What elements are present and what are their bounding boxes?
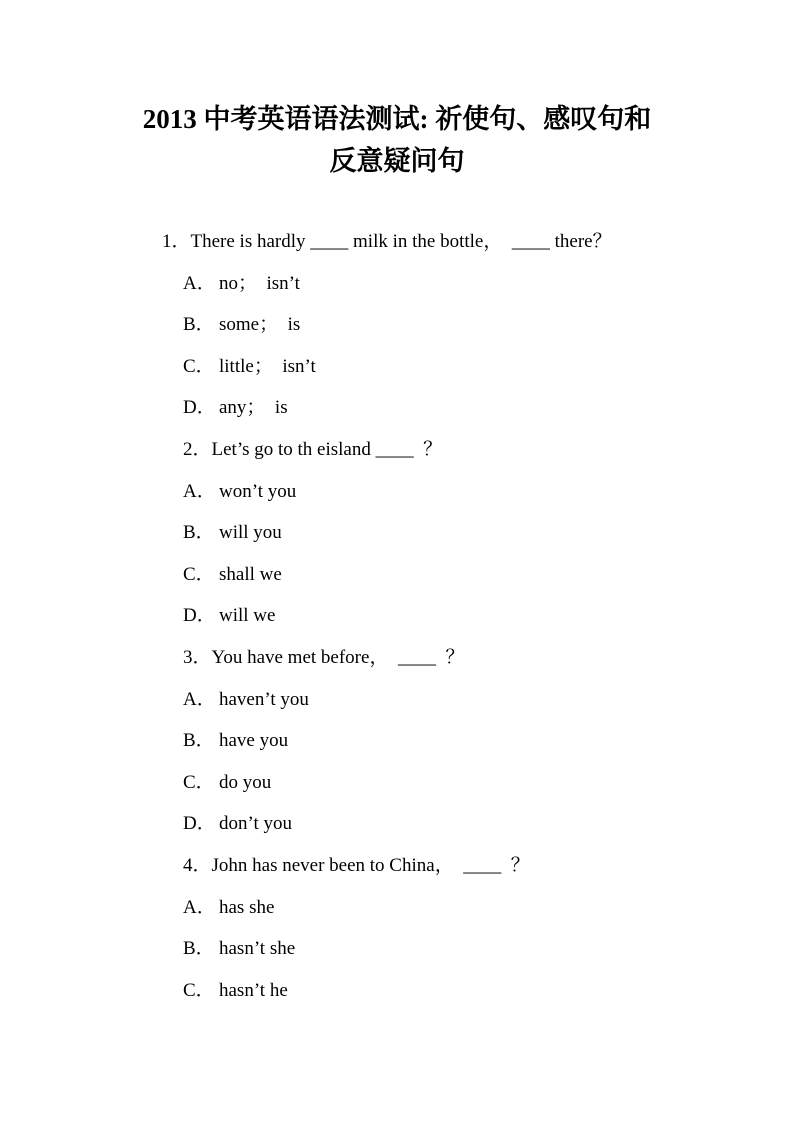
page-title: [0, 98, 794, 182]
question-1-option-c: [0, 349, 794, 391]
question-2: 2．Let’s go to th eisland ____ ？: [183, 438, 443, 460]
option-letter: A．: [183, 480, 216, 502]
option-letter: A．: [183, 896, 216, 918]
option-text: no； isn’t: [219, 272, 300, 294]
option-letter: B．: [183, 730, 215, 752]
option-text: do you: [219, 771, 272, 793]
option-letter: D．: [183, 397, 216, 419]
question-1-option-b: [0, 307, 794, 349]
question-1: 1．There is hardly ____ milk in the bottle， ____ there？: [162, 231, 612, 252]
option-text: has she: [219, 896, 275, 918]
option-text: will you: [219, 522, 282, 544]
option-letter: B．: [183, 938, 215, 960]
question-2-option-d: [0, 598, 794, 640]
question-3: 3．You have met before， ____ ？: [183, 646, 465, 668]
question-1-option-d: [0, 390, 794, 432]
question-4-option-a: [0, 890, 794, 932]
option-letter: A．: [183, 272, 216, 294]
question-3-option-d: [0, 806, 794, 848]
option-letter: B．: [183, 314, 215, 336]
question-list: [0, 224, 794, 1014]
option-text: will we: [219, 605, 276, 627]
option-text: shall we: [219, 563, 282, 585]
option-letter: C．: [183, 563, 215, 585]
option-text: don’t you: [219, 813, 293, 835]
question-4-option-b: [0, 931, 794, 973]
option-letter: A．: [183, 688, 216, 710]
title-line-2: 反意疑问句: [329, 146, 465, 176]
option-letter: C．: [183, 979, 215, 1001]
option-text: little； isn’t: [219, 355, 316, 377]
option-letter: B．: [183, 522, 215, 544]
option-text: won’t you: [219, 480, 297, 502]
option-text: hasn’t she: [219, 938, 296, 960]
option-text: have you: [219, 730, 289, 752]
question-4-option-c: [0, 973, 794, 1015]
question-3-option-a: [0, 682, 794, 724]
option-letter: D．: [183, 813, 216, 835]
option-letter: C．: [183, 355, 215, 377]
question-2-option-c: [0, 557, 794, 599]
question-4: 4．John has never been to China， ____ ？: [183, 854, 530, 876]
option-text: some； is: [219, 314, 301, 336]
option-text: haven’t you: [219, 688, 309, 710]
question-1-option-a: [0, 266, 794, 308]
option-text: hasn’t he: [219, 979, 288, 1001]
title-line-1: 2013 中考英语语法测试: 祈使句、感叹句和: [142, 104, 652, 134]
question-2-option-b: [0, 515, 794, 557]
question-3-option-c: [0, 765, 794, 807]
question-3-option-b: [0, 723, 794, 765]
option-letter: D．: [183, 605, 216, 627]
question-2-option-a: [0, 474, 794, 516]
option-text: any； is: [219, 397, 288, 419]
option-letter: C．: [183, 771, 215, 793]
